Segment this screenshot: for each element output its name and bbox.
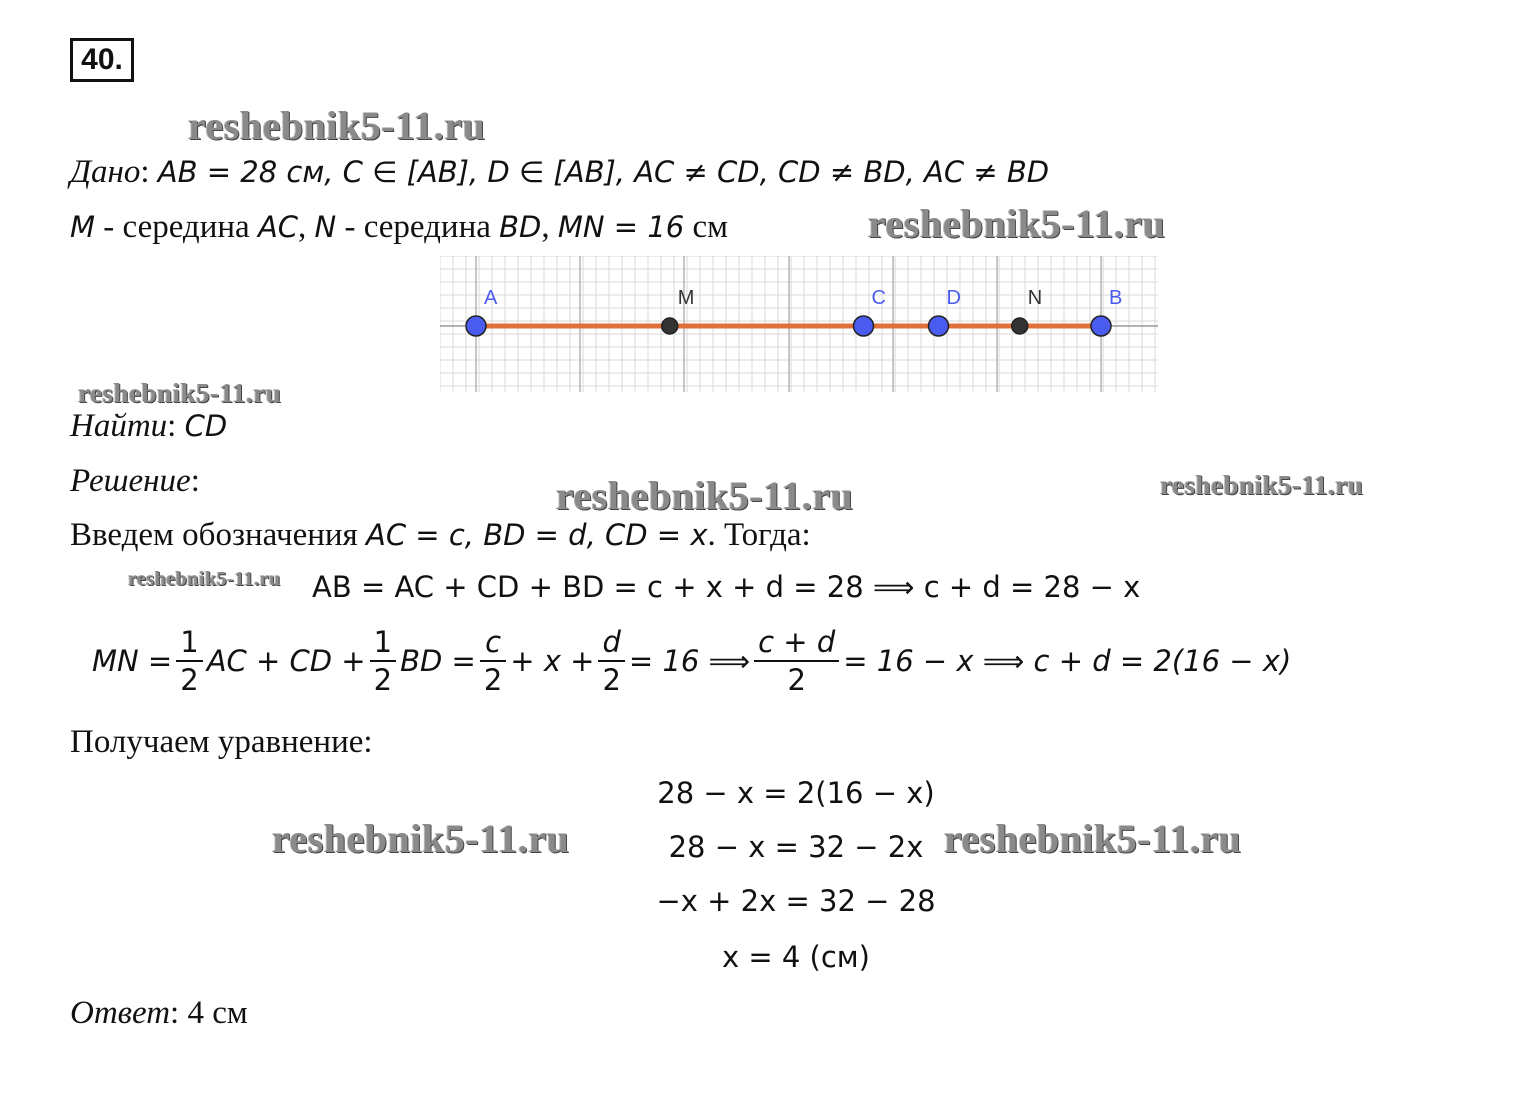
segment-diagram bbox=[440, 256, 1158, 392]
find-label: Найти bbox=[70, 408, 168, 444]
fraction: $\frac{d}{2}$ bbox=[598, 624, 624, 698]
watermark: reshebnik5-11.ru bbox=[944, 816, 1242, 861]
watermark: reshebnik5-11.ru bbox=[272, 816, 570, 861]
point-label-a: A bbox=[484, 287, 498, 309]
point-a bbox=[466, 316, 486, 336]
given-conditions: AB = 28 см, C ∈ [AB], D ∈ [AB], AC ≠ CD, CD ≠ BD, AC ≠ BD bbox=[157, 155, 1050, 189]
find-line: Найти: CD bbox=[70, 408, 228, 444]
watermark: reshebnik5-11.ru bbox=[188, 103, 486, 148]
point-d bbox=[929, 316, 949, 336]
watermark: reshebnik5-11.ru bbox=[556, 473, 854, 518]
fraction: $\frac{1}{2}$ bbox=[176, 624, 202, 698]
step-3: −x + 2x = 32 − 28 bbox=[656, 884, 936, 918]
step-1: 28 − x = 2(16 − x) bbox=[657, 776, 935, 810]
point-label-m: M bbox=[677, 287, 695, 309]
equation-mn: MN = $\frac{1}{2}$ AC + CD + $\frac{1}{2}$ BD = $\frac{c}{2}$ + x + $\frac{d}{2}$ = 16 ⟹ $\frac{c + d}{2}$ = 16 − x ⟹ c + d = 2(16 − x) bbox=[92, 625, 1292, 697]
answer-value: 4 см bbox=[187, 995, 248, 1031]
step-4: x = 4 (см) bbox=[721, 940, 871, 974]
fraction: $\frac{1}{2}$ bbox=[370, 624, 396, 698]
answer-line: Ответ: 4 см bbox=[70, 995, 248, 1031]
point-label-d: D bbox=[946, 287, 961, 309]
watermark: reshebnik5-11.ru bbox=[1160, 470, 1364, 500]
point-label-b: B bbox=[1109, 287, 1123, 309]
notation-line: Введем обозначения AC = c, BD = d, CD = x. Тогда: bbox=[70, 517, 811, 553]
point-label-n: N bbox=[1027, 287, 1043, 309]
watermark: reshebnik5-11.ru bbox=[78, 378, 282, 408]
given-line-1: Дано: AB = 28 см, C ∈ [AB], D ∈ [AB], AC ≠ CD, CD ≠ BD, AC ≠ BD bbox=[70, 154, 1050, 190]
answer-label: Ответ bbox=[70, 995, 171, 1031]
find-value: CD bbox=[184, 409, 228, 443]
point-n bbox=[1012, 318, 1028, 334]
solution-heading: Решение: bbox=[70, 463, 200, 499]
point-b bbox=[1091, 316, 1111, 336]
given-line-2: M - середина AC, N - середина BD, MN = 16 см bbox=[70, 209, 729, 245]
fraction: $\frac{c + d}{2}$ bbox=[754, 624, 839, 698]
get-equation-text: Получаем уравнение: bbox=[70, 724, 373, 760]
point-m bbox=[662, 318, 678, 334]
step-2: 28 − x = 32 − 2x bbox=[668, 830, 924, 864]
given-label: Дано bbox=[70, 154, 141, 190]
fraction: $\frac{c}{2}$ bbox=[480, 624, 506, 698]
equation-ab: AB = AC + CD + BD = c + x + d = 28 ⟹ c + d = 28 − x bbox=[312, 570, 1141, 604]
point-c bbox=[854, 316, 874, 336]
watermark: reshebnik5-11.ru bbox=[128, 568, 281, 590]
problem-number: 40. bbox=[70, 38, 134, 82]
point-label-c: C bbox=[871, 287, 886, 309]
watermark: reshebnik5-11.ru bbox=[868, 201, 1166, 246]
